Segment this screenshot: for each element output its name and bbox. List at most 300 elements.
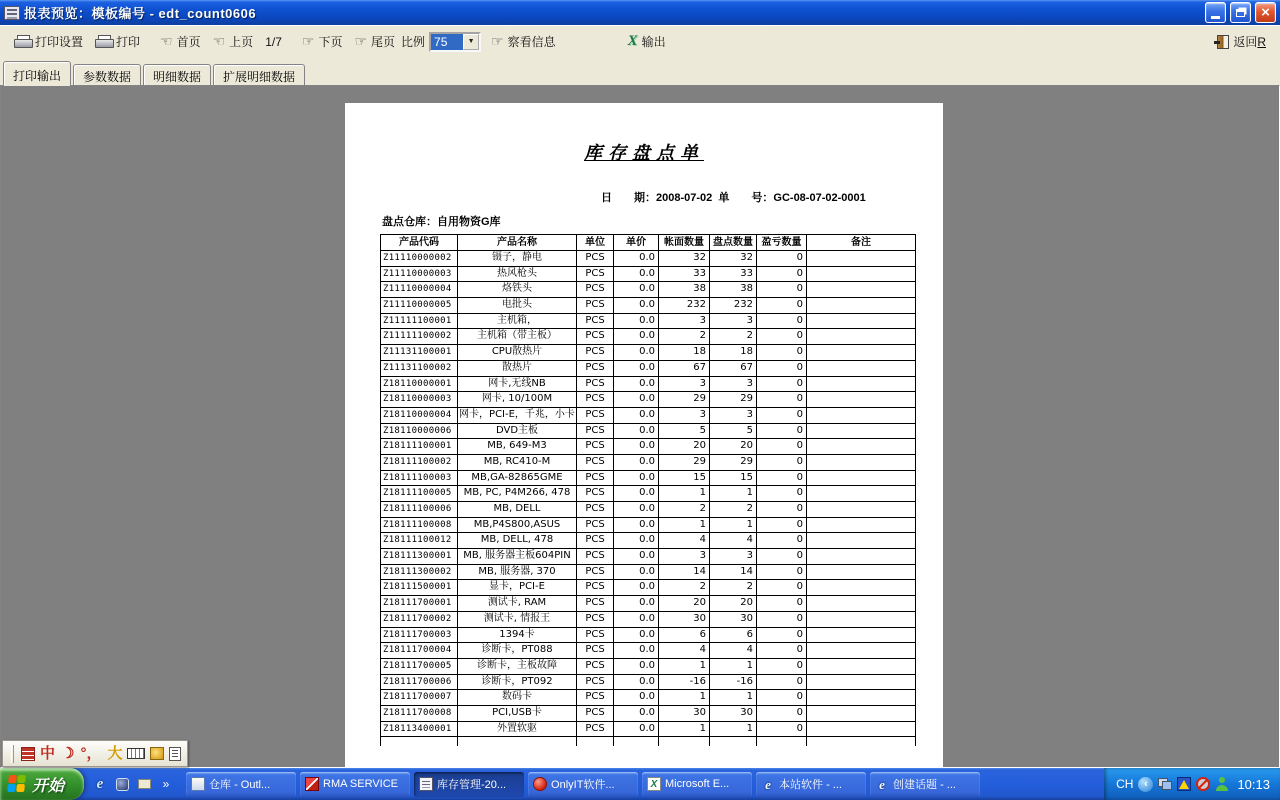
table-cell: Z18111700008 <box>381 706 458 722</box>
table-cell: Z11110000005 <box>381 298 458 314</box>
table-cell: 33 <box>710 267 757 283</box>
table-cell: 0.0 <box>614 251 659 267</box>
table-cell <box>710 737 757 746</box>
table-cell: PCS <box>577 690 614 706</box>
table-cell: 热风枪头 <box>458 267 577 283</box>
ime-mode-char[interactable]: 中 <box>40 745 56 762</box>
table-cell: 18 <box>659 345 710 361</box>
table-cell <box>577 737 614 746</box>
table-cell: 0.0 <box>614 408 659 424</box>
tab-bar <box>0 57 1280 85</box>
table-cell: 1 <box>659 690 710 706</box>
table-cell: 1 <box>710 486 757 502</box>
print-setup-label: 打印设置 <box>35 35 84 49</box>
table-cell: 32 <box>710 251 757 267</box>
table-cell: 0 <box>757 722 807 738</box>
taskbar-task[interactable] <box>756 772 866 797</box>
table-row <box>381 706 916 722</box>
table-row <box>381 533 916 549</box>
table-cell <box>807 690 916 706</box>
table-cell: 1 <box>710 659 757 675</box>
table-cell <box>807 549 916 565</box>
table-cell: 6 <box>659 628 710 644</box>
view-info-button[interactable] <box>485 29 562 54</box>
table-cell <box>807 628 916 644</box>
restore-button[interactable] <box>1230 2 1251 23</box>
onlyit-icon <box>533 777 547 791</box>
table-cell: 30 <box>710 706 757 722</box>
table-cell: 1394卡 <box>458 628 577 644</box>
view-info-label: 察看信息 <box>507 35 556 49</box>
user-status-icon[interactable] <box>1215 777 1229 791</box>
table-cell: 30 <box>659 612 710 628</box>
table-row <box>381 549 916 565</box>
tab-2[interactable]: 参数数据 <box>73 64 141 85</box>
table-cell: MB, RC410-M <box>458 455 577 471</box>
prev-page-button[interactable] <box>207 29 260 54</box>
blocked-icon[interactable] <box>1196 777 1210 791</box>
table-cell: 0 <box>757 392 807 408</box>
column-header: 产品名称 <box>458 235 577 251</box>
chevron-double-right-icon[interactable]: » <box>162 777 170 791</box>
table-cell: 29 <box>710 392 757 408</box>
table-cell <box>807 439 916 455</box>
table-cell: Z18111300002 <box>381 565 458 581</box>
table-cell: PCS <box>577 612 614 628</box>
table-cell: Z18111700005 <box>381 659 458 675</box>
table-cell <box>807 282 916 298</box>
table-row <box>381 314 916 330</box>
table-cell: 0 <box>757 298 807 314</box>
export-button[interactable] <box>622 29 672 54</box>
table-cell <box>807 408 916 424</box>
preview-area[interactable] <box>0 85 1280 768</box>
table-cell: 网卡,无线NB <box>458 377 577 393</box>
task-buttons <box>182 768 1104 800</box>
table-cell: MB, 服务器主板604PIN <box>458 549 577 565</box>
table-cell: PCI,USB卡 <box>458 706 577 722</box>
table-cell: 0 <box>757 659 807 675</box>
table-row <box>381 361 916 377</box>
table-cell: 20 <box>659 596 710 612</box>
print-setup-button[interactable] <box>8 29 89 54</box>
table-cell: CPU散热片 <box>458 345 577 361</box>
report-window-icon <box>4 6 20 20</box>
table-cell: PCS <box>577 518 614 534</box>
table-cell: PCS <box>577 471 614 487</box>
table-cell: 3 <box>710 549 757 565</box>
report-page <box>345 103 943 768</box>
table-cell <box>807 659 916 675</box>
table-cell <box>614 737 659 746</box>
report-title: 库存盘点单 <box>584 143 704 164</box>
table-cell: 数码卡 <box>458 690 577 706</box>
start-button[interactable] <box>0 768 84 800</box>
table-cell: 30 <box>710 612 757 628</box>
last-page-button[interactable] <box>348 29 401 54</box>
table-cell: 4 <box>659 533 710 549</box>
table-cell: 3 <box>659 377 710 393</box>
table-cell: Z18111100002 <box>381 455 458 471</box>
table-cell: 0 <box>757 596 807 612</box>
table-cell: PCS <box>577 455 614 471</box>
table-cell: 1 <box>659 722 710 738</box>
table-cell <box>659 737 710 746</box>
table-row <box>381 298 916 314</box>
clock: 10:13 <box>1237 776 1270 792</box>
ime-tool-icon[interactable] <box>150 747 164 760</box>
taskbar-task[interactable] <box>186 772 296 797</box>
table-cell: Z18111700002 <box>381 612 458 628</box>
column-header: 单位 <box>577 235 614 251</box>
table-cell: 20 <box>710 439 757 455</box>
table-cell: 0.0 <box>614 518 659 534</box>
table-cell: PCS <box>577 251 614 267</box>
page-indicator: 1/7 <box>265 34 282 49</box>
table-row <box>381 675 916 691</box>
table-cell: Z11110000002 <box>381 251 458 267</box>
table-cell <box>807 502 916 518</box>
table-row <box>381 329 916 345</box>
table-cell <box>807 345 916 361</box>
table-cell: PCS <box>577 486 614 502</box>
table-cell: MB, 649-M3 <box>458 439 577 455</box>
table-cell: 0.0 <box>614 361 659 377</box>
chevron-down-icon[interactable]: ▼ <box>463 34 479 50</box>
table-cell: 67 <box>710 361 757 377</box>
table-row <box>381 565 916 581</box>
ime-mode-char[interactable]: ☽ <box>61 745 75 762</box>
table-cell <box>807 596 916 612</box>
taskbar-task[interactable] <box>528 772 638 797</box>
table-cell: 测试卡, RAM <box>458 596 577 612</box>
table-cell: 0 <box>757 706 807 722</box>
table-cell: 0.0 <box>614 314 659 330</box>
table-cell: Z18111700006 <box>381 675 458 691</box>
tab-4[interactable]: 扩展明细数据 <box>213 64 305 85</box>
keyboard-icon[interactable] <box>127 748 145 759</box>
task-label: Microsoft E... <box>665 778 730 790</box>
mail-quicklaunch-icon[interactable] <box>138 779 151 789</box>
network-icon[interactable] <box>1158 777 1172 791</box>
chevron-left-icon[interactable]: ‹ <box>1138 777 1153 792</box>
table-cell: PCS <box>577 628 614 644</box>
table-cell <box>807 329 916 345</box>
hand-left-icon <box>160 33 173 50</box>
table-cell: 0 <box>757 486 807 502</box>
ie-icon <box>875 777 889 791</box>
table-cell: Z18111700004 <box>381 643 458 659</box>
table-cell: 镊子，静电 <box>458 251 577 267</box>
taskbar-task[interactable] <box>870 772 980 797</box>
table-cell: 3 <box>659 408 710 424</box>
table-cell <box>807 518 916 534</box>
ime-drag-handle[interactable] <box>11 745 14 763</box>
table-cell: PCS <box>577 643 614 659</box>
table-cell: 14 <box>710 565 757 581</box>
minimize-button[interactable] <box>1205 2 1226 23</box>
ime-mode-chars <box>40 746 122 761</box>
ime-document-icon[interactable] <box>169 747 181 761</box>
column-header: 产品代码 <box>381 235 458 251</box>
table-row <box>381 518 916 534</box>
table-cell: 0 <box>757 424 807 440</box>
taskbar-task[interactable] <box>300 772 410 797</box>
table-cell <box>807 565 916 581</box>
table-cell: Z11131100001 <box>381 345 458 361</box>
table-row <box>381 722 916 738</box>
column-header: 盈亏数量 <box>757 235 807 251</box>
table-cell: PCS <box>577 533 614 549</box>
table-cell: 0.0 <box>614 628 659 644</box>
table-row <box>381 580 916 596</box>
table-row <box>381 628 916 644</box>
table-cell: 20 <box>659 439 710 455</box>
table-cell: 4 <box>710 533 757 549</box>
quick-launch <box>84 768 182 800</box>
table-cell: PCS <box>577 408 614 424</box>
tab-3[interactable]: 明细数据 <box>143 64 211 85</box>
toolbar <box>0 25 1280 57</box>
table-cell: Z11111100001 <box>381 314 458 330</box>
table-row <box>381 267 916 283</box>
report-warehouse: 盘点仓库：自用物资G库 <box>382 216 501 228</box>
table-cell: 散热片 <box>458 361 577 377</box>
table-cell: 30 <box>659 706 710 722</box>
table-cell: Z11131100002 <box>381 361 458 377</box>
table-cell: Z18111100008 <box>381 518 458 534</box>
taskbar-task[interactable] <box>414 772 524 797</box>
table-cell: PCS <box>577 377 614 393</box>
table-cell: 2 <box>710 580 757 596</box>
table-cell: 0 <box>757 549 807 565</box>
table-cell: 0 <box>757 282 807 298</box>
close-button[interactable] <box>1255 2 1276 23</box>
table-cell <box>807 612 916 628</box>
column-header: 备注 <box>807 235 916 251</box>
table-cell: 0.0 <box>614 424 659 440</box>
table-row <box>381 737 916 746</box>
table-cell: 0.0 <box>614 329 659 345</box>
table-cell: Z18111700001 <box>381 596 458 612</box>
table-cell: 32 <box>659 251 710 267</box>
table-cell: 0 <box>757 251 807 267</box>
table-cell: 1 <box>659 486 710 502</box>
table-cell: PCS <box>577 424 614 440</box>
table-cell: 0.0 <box>614 549 659 565</box>
table-cell: Z18111100005 <box>381 486 458 502</box>
table-cell <box>807 580 916 596</box>
table-cell: 4 <box>659 643 710 659</box>
print-label: 打印 <box>116 35 141 49</box>
table-cell: 0 <box>757 455 807 471</box>
table-cell: PCS <box>577 314 614 330</box>
table-cell <box>807 298 916 314</box>
ie-quicklaunch-icon[interactable] <box>92 776 108 792</box>
table-cell: 网卡，PCI-E，千兆，小卡 <box>458 408 577 424</box>
table-cell: 0 <box>757 439 807 455</box>
table-cell: PCS <box>577 659 614 675</box>
table-cell: MB, PC, P4M266, 478 <box>458 486 577 502</box>
table-cell: 1 <box>710 690 757 706</box>
table-cell: 67 <box>659 361 710 377</box>
taskbar-task[interactable] <box>642 772 752 797</box>
table-cell: 0.0 <box>614 612 659 628</box>
table-cell: 0.0 <box>614 675 659 691</box>
table-cell: 0.0 <box>614 643 659 659</box>
first-page-button[interactable] <box>154 29 207 54</box>
column-header: 帐面数量 <box>659 235 710 251</box>
table-cell: 0.0 <box>614 596 659 612</box>
table-cell: 1 <box>659 659 710 675</box>
table-cell: 0.0 <box>614 533 659 549</box>
table-cell: Z18111100012 <box>381 533 458 549</box>
table-cell: PCS <box>577 596 614 612</box>
table-cell: Z11110000004 <box>381 282 458 298</box>
table-row <box>381 690 916 706</box>
exit-door-icon <box>1217 35 1229 49</box>
table-cell: 232 <box>659 298 710 314</box>
table-cell <box>807 377 916 393</box>
hand-right-icon <box>491 33 504 50</box>
outlook-icon <box>191 777 205 791</box>
ime-mode-char[interactable]: °， <box>80 745 102 762</box>
table-cell: 0.0 <box>614 267 659 283</box>
next-page-button[interactable] <box>296 29 349 54</box>
hand-right-icon <box>302 33 315 50</box>
table-cell: 诊断卡，主板故障 <box>458 659 577 675</box>
table-cell: 1 <box>710 722 757 738</box>
table-cell: 5 <box>659 424 710 440</box>
ime-logo-icon[interactable] <box>21 747 35 761</box>
table-cell: 2 <box>659 329 710 345</box>
back-button[interactable] <box>1211 29 1272 54</box>
task-label: 库存管理-20... <box>437 779 507 791</box>
table-row <box>381 345 916 361</box>
restore-icon <box>1236 9 1245 17</box>
table-cell: PCS <box>577 565 614 581</box>
table-cell <box>807 533 916 549</box>
report-table-clip <box>380 234 918 746</box>
table-cell: Z18111100001 <box>381 439 458 455</box>
table-cell: MB, DELL <box>458 502 577 518</box>
table-cell: 0 <box>757 675 807 691</box>
table-cell: PCS <box>577 722 614 738</box>
app-quicklaunch-icon[interactable] <box>116 778 129 791</box>
table-cell: 3 <box>710 408 757 424</box>
table-cell: 0 <box>757 267 807 283</box>
table-cell: 0 <box>757 314 807 330</box>
window-title: 报表预览：模板编号 - edt_count0606 <box>24 6 257 21</box>
table-cell <box>807 392 916 408</box>
table-cell: PCS <box>577 502 614 518</box>
print-button[interactable] <box>89 29 146 54</box>
table-cell: PCS <box>577 282 614 298</box>
tab-1[interactable]: 打印输出 <box>3 61 71 86</box>
close-icon: × <box>1261 4 1270 21</box>
table-cell: 0 <box>757 502 807 518</box>
table-cell: 15 <box>659 471 710 487</box>
scale-dropdown[interactable] <box>429 32 481 52</box>
taskbar <box>0 768 1280 800</box>
table-cell: MB,P4S800,ASUS <box>458 518 577 534</box>
scale-value: 75 <box>431 34 463 50</box>
hand-left-icon <box>213 33 226 50</box>
table-cell: PCS <box>577 298 614 314</box>
table-cell: 5 <box>710 424 757 440</box>
task-label: 创建话题 - ... <box>893 779 956 791</box>
table-cell: 4 <box>710 643 757 659</box>
prev-page-label: 上页 <box>229 35 254 49</box>
table-cell: 外置软驱 <box>458 722 577 738</box>
table-cell: 2 <box>710 329 757 345</box>
table-row <box>381 643 916 659</box>
table-cell: 0.0 <box>614 298 659 314</box>
table-cell: 232 <box>710 298 757 314</box>
table-cell: 0 <box>757 408 807 424</box>
table-cell: DVD主板 <box>458 424 577 440</box>
table-cell: 2 <box>659 502 710 518</box>
table-cell <box>807 267 916 283</box>
export-label: 输出 <box>641 35 666 49</box>
table-cell: 29 <box>659 392 710 408</box>
excel-export-icon <box>628 33 638 50</box>
language-indicator[interactable]: CH <box>1116 777 1134 791</box>
table-cell: 1 <box>659 518 710 534</box>
table-cell: 0 <box>757 345 807 361</box>
task-label: 本站软件 - ... <box>779 779 842 791</box>
table-cell <box>807 737 916 746</box>
excel-icon <box>647 777 661 791</box>
table-row <box>381 282 916 298</box>
table-cell: 0.0 <box>614 455 659 471</box>
table-cell: Z18110000004 <box>381 408 458 424</box>
table-cell: 3 <box>710 314 757 330</box>
table-cell: 0 <box>757 518 807 534</box>
table-cell: Z18111700007 <box>381 690 458 706</box>
table-cell: 0 <box>757 628 807 644</box>
table-cell: 0.0 <box>614 580 659 596</box>
table-cell: -16 <box>710 675 757 691</box>
table-cell: 1 <box>710 518 757 534</box>
table-row <box>381 502 916 518</box>
table-row <box>381 439 916 455</box>
table-cell <box>807 706 916 722</box>
table-cell: Z18111500001 <box>381 580 458 596</box>
table-cell: MB,GA-82865GME <box>458 471 577 487</box>
table-cell: 诊断卡，PT092 <box>458 675 577 691</box>
first-page-label: 首页 <box>176 35 201 49</box>
table-row <box>381 377 916 393</box>
table-cell: 6 <box>710 628 757 644</box>
table-cell: PCS <box>577 549 614 565</box>
warning-icon[interactable] <box>1177 777 1191 791</box>
table-cell: 0.0 <box>614 486 659 502</box>
table-row <box>381 486 916 502</box>
task-label: OnlyIT软件... <box>551 779 615 791</box>
table-cell: 0.0 <box>614 690 659 706</box>
table-cell: PCS <box>577 329 614 345</box>
table-cell: 29 <box>659 455 710 471</box>
ime-bar[interactable] <box>2 740 188 767</box>
table-cell: PCS <box>577 361 614 377</box>
table-cell: 0 <box>757 612 807 628</box>
ime-mode-char[interactable]: 大 <box>107 745 123 762</box>
table-cell <box>757 737 807 746</box>
table-cell: 主机箱（带主板） <box>458 329 577 345</box>
table-cell: 0.0 <box>614 439 659 455</box>
table-cell: 0.0 <box>614 502 659 518</box>
